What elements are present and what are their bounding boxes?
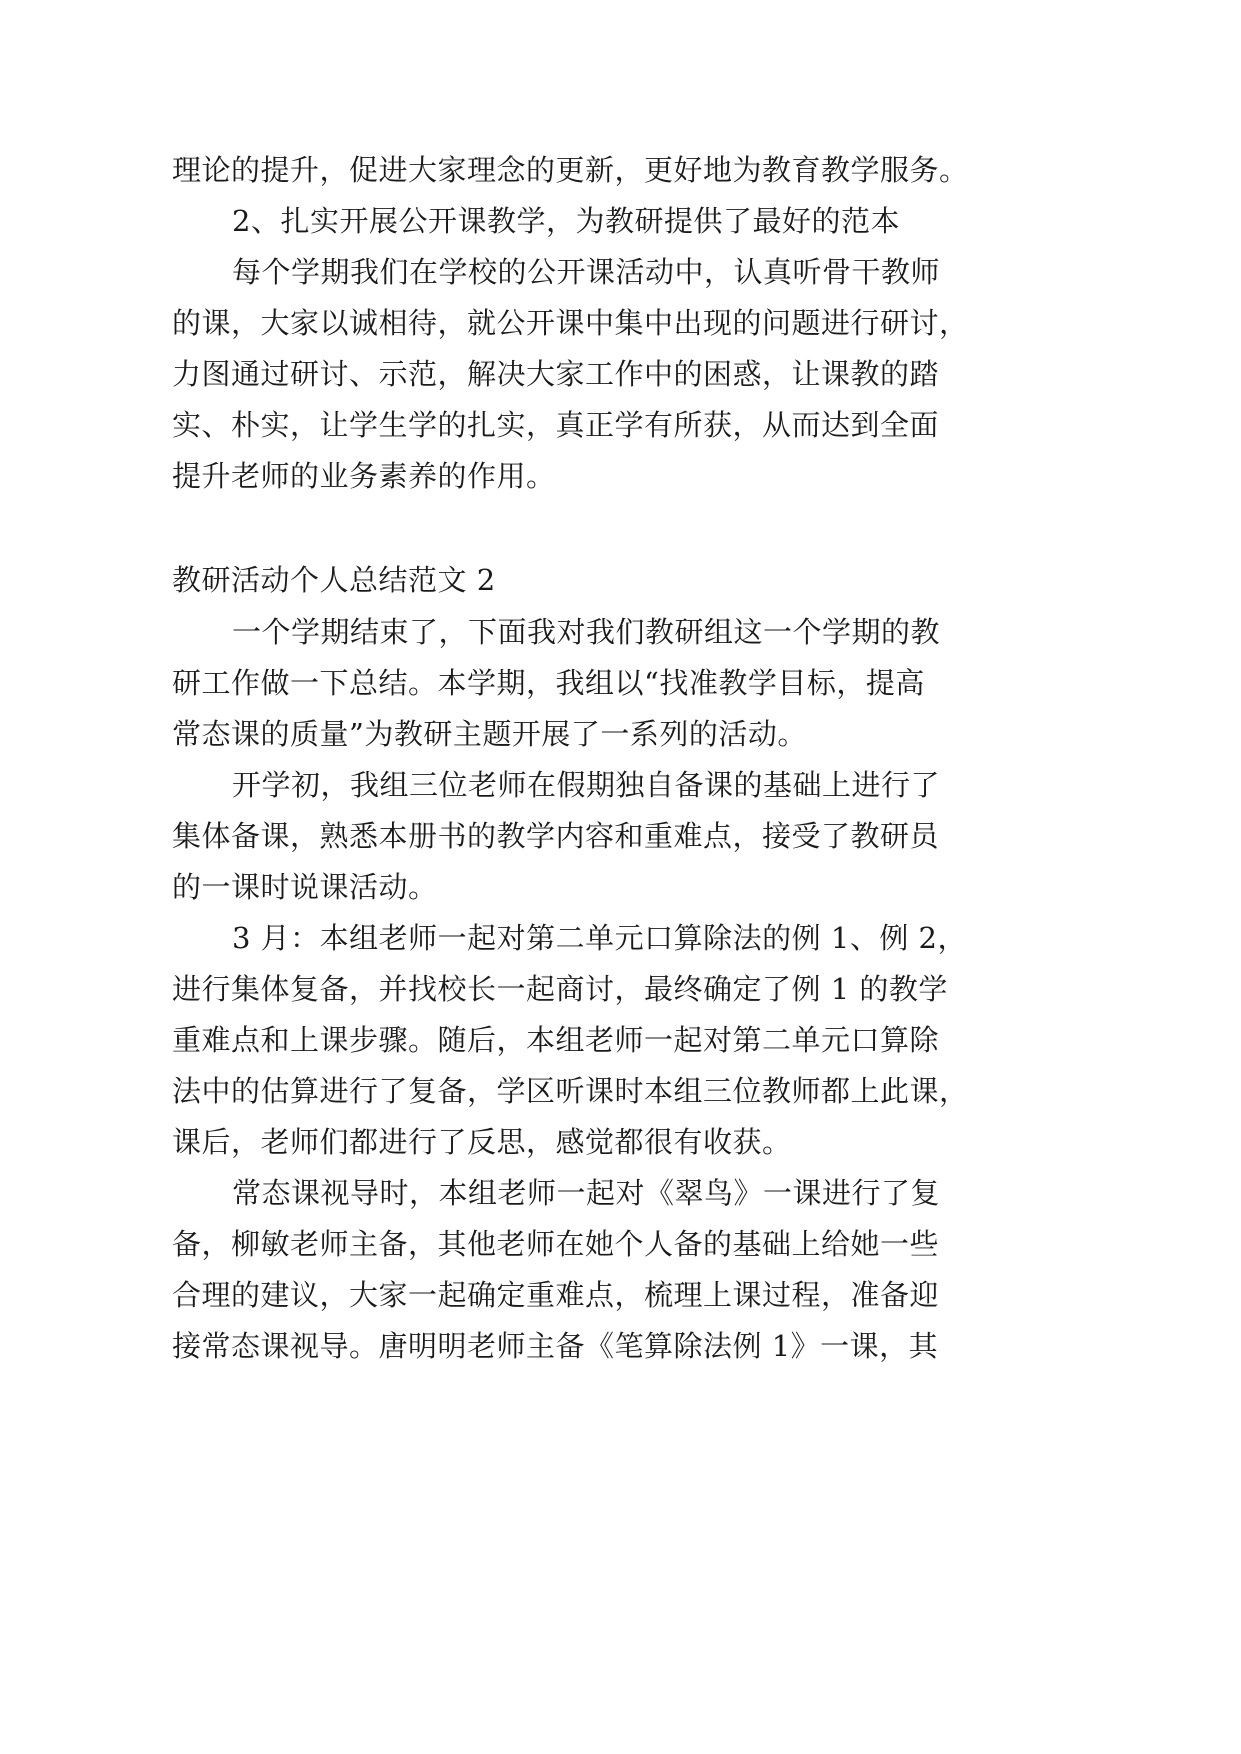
paragraph-first-line: 每个学期我们在学校的公开课活动中，认真听骨干教师 (232, 255, 941, 289)
body-line: 法中的估算进行了复备，学区听课时本组三位教师都上此课， (172, 1074, 969, 1108)
body-line: 接常态课视导。唐明明老师主备《笔算除法例 1》一课，其 (172, 1329, 939, 1363)
body-line: 进行集体复备，并找校长一起商讨，最终确定了例 1 的教学 (172, 972, 948, 1006)
body-line: 课后，老师们都进行了反思，感觉都很有收获。 (172, 1125, 792, 1159)
body-line: 提升老师的业务素养的作用。 (172, 459, 556, 493)
article-title: 教研活动个人总结范文 2 (172, 563, 496, 597)
paragraph-first-line: 常态课视导时，本组老师一起对《翠鸟》一课进行了复 (232, 1176, 941, 1210)
body-line: 实、朴实，让学生学的扎实，真正学有所获，从而达到全面 (172, 408, 940, 442)
body-line: 合理的建议，大家一起确定重难点，梳理上课过程，准备迎 (172, 1278, 940, 1312)
paragraph-first-line: 开学初，我组三位老师在假期独自备课的基础上进行了 (232, 768, 941, 802)
section-heading: 2、扎实开展公开课教学，为教研提供了最好的范本 (232, 204, 900, 238)
body-line: 的课，大家以诚相待，就公开课中集中出现的问题进行研讨， (172, 306, 969, 340)
paragraph-first-line: 一个学期结束了，下面我对我们教研组这一个学期的教 (232, 615, 941, 649)
paragraph-first-line: 3 月：本组老师一起对第二单元口算除法的例 1、例 2， (232, 921, 968, 955)
body-line: 力图通过研讨、示范，解决大家工作中的困惑，让课教的踏 (172, 357, 940, 391)
body-line: 集体备课，熟悉本册书的教学内容和重难点，接受了教研员 (172, 819, 940, 853)
body-line: 常态课的质量”为教研主题开展了一系列的活动。 (172, 717, 807, 751)
body-line: 研工作做一下总结。本学期，我组以“找准教学目标，提高 (172, 666, 925, 700)
body-line: 理论的提升，促进大家理念的更新，更好地为教育教学服务。 (172, 153, 969, 187)
body-line: 的一课时说课活动。 (172, 870, 438, 904)
body-line: 备，柳敏老师主备，其他老师在她个人备的基础上给她一些 (172, 1227, 940, 1261)
body-line: 重难点和上课步骤。随后，本组老师一起对第二单元口算除 (172, 1023, 940, 1057)
